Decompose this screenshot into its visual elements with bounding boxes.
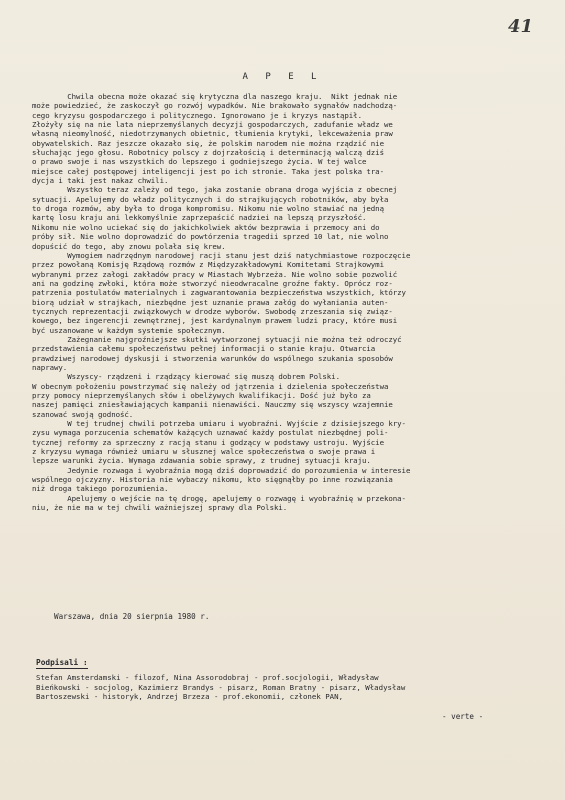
body-text-line: niż droga takiego porozumienia.	[32, 484, 169, 494]
body-text-line: to droga rozmów, aby była to droga kompromisu. Nikomu nie wolno stawiać na jedną	[32, 204, 384, 214]
body-text-line: Apelujemy o wejście na tę drogę, apelujemy o rozwagę i wyobraźnię w przekona-	[32, 493, 406, 503]
body-text-line: Nikomu nie wolno uciekać się do jakichkolwiek aktów bezprawia i przemocy ani do	[32, 222, 380, 232]
body-text-line: W obecnym położeniu powstrzymać się należy od jątrzenia i dzielenia społeczeństwa	[32, 381, 389, 391]
body-text-line: może powiedzieć, że zaskoczył go rozwój wypadków. Nie brakowało sygnałów nadchodzą-	[32, 101, 398, 111]
body-text-line: miejsce całej postępowej inteligencji jest po ich stronie. Taka jest polska tra-	[32, 166, 384, 176]
appeal-body-text	[32, 92, 532, 512]
body-text-line: o prawo swoje i nas wszystkich do lepszego i godniejszego życia. W tej walce	[32, 157, 367, 167]
body-text-line: Złożyły się na nie lata nieprzemyślanych decyzji gospodarczych, zadufanie władz we	[32, 120, 393, 130]
body-text-line: z kryzysu wymaga również umiaru w słusznej walce społeczeństwa o swoje prawa i	[32, 447, 376, 457]
body-text-line: Wszyscy- rządzeni i rządzący kierować się muszą dobrem Polski.	[32, 372, 340, 382]
body-text-line: przedstawienia całemu społeczeństwu pełnej informacji o stanie kraju. Otwarcia	[32, 344, 376, 354]
verte-note: - verte -	[442, 712, 484, 721]
body-text-line: dycja i taki jest nakaz chwili.	[32, 176, 169, 186]
body-text-line: być uszanowane w każdym systemie społecznym.	[32, 325, 226, 335]
body-text-line: W tej trudnej chwili potrzeba umiaru i wyobraźni. Wyjście z dzisiejszego kry-	[32, 419, 406, 429]
signatory-line: Bartoszewski - historyk, Andrzej Brzeza - prof.ekonomii, członek PAN,	[36, 692, 344, 702]
body-text-line: tycznych reprezentacji związkowych w drodze wyborów. Swobodę zrzeszania się związ-	[32, 306, 393, 316]
body-text-line: Zażegnanie najgroźniejsze skutki wytworzonej sytuacji nie można też odroczyć	[32, 334, 402, 344]
signatory-line: Stefan Amsterdamski - filozof, Nina Assorodobraj - prof.socjologii, Władysław	[36, 673, 379, 682]
body-text-line: Wszystko teraz zależy od tego, jaka zostanie obrana droga wyjścia z obecnej	[32, 185, 398, 195]
document-date: Warszawa, dnia 20 sierpnia 1980 r.	[54, 612, 210, 621]
body-text-line: naprawy.	[32, 362, 68, 372]
signatory-line: Bieńkowski - socjolog, Kazimierz Brandys - pisarz, Roman Bratny - pisarz, Władysław	[36, 682, 406, 692]
body-text-line: szanować swoją godność.	[32, 409, 134, 419]
document-title: A P E L	[242, 72, 323, 82]
body-text-line: naszej pamięci zniesławiających kampanii nienawiści. Nauczmy się wszyscy wzajemnie	[32, 400, 393, 410]
body-text-line: przez powołaną Komisję Rządową rozmów z Międzyzakładowymi Komitetami Strajkowymi	[32, 260, 384, 270]
signatories-heading: Podpisali :	[36, 658, 88, 667]
body-text-line: dopuścić do tego, aby znowu polała się krew.	[32, 241, 226, 251]
body-text-line: próby sił. Nie wolno doprowadzić do powtórzenia tragedii sprzed 10 lat, nie wolno	[32, 232, 389, 242]
body-text-line: kowego, bez ingerencji zewnętrznej, jest kardynalnym prawem ludzi pracy, które musi	[32, 316, 398, 326]
signatories-list	[36, 673, 536, 702]
body-text-line: cego kryzysu gospodarczego i politycznego. Ignorowano je i kryzys nastąpił.	[32, 110, 362, 120]
body-text-line: biorą udział w strajkach, niezbędne jest uznanie prawa załóg do wyłaniania auten-	[32, 297, 389, 307]
body-text-line: Jedynie rozwaga i wyobraźnia mogą dziś doprowadzić do porozumienia w interesie	[32, 465, 411, 475]
body-text-line: lepsze warunki życia. Wymaga zdawania sobie sprawy, z trudnej sytuacji kraju.	[32, 456, 371, 466]
body-text-line: własną nieomylność, niedotrzymanych obietnic, tłumienia krytyki, lekceważenia praw	[32, 129, 393, 139]
body-text-line: zysu wymaga porzucenia schematów każących uznawać każdy postulat niezbędnej poli-	[32, 428, 389, 438]
body-text-line: tycznej reformy za sprzeczny z racją stanu i godzący w podstawy ustroju. Wyjście	[32, 437, 384, 447]
handwritten-page-number: 41	[508, 16, 534, 37]
body-text-line: Wymogiem nadrzędnym narodowej racji stanu jest dziś natychmiastowe rozpoczęcie	[32, 250, 411, 260]
body-text-line: ani na godzinę zwłoki, która może stworzyć nieodwracalne groźne fakty. Oprócz roz-	[32, 278, 393, 288]
body-text-line: przy pomocy nieprzemyślanych słów i obelżywych kwalifikacji. Dość już było za	[32, 391, 371, 400]
body-text-line: obywatelskich. Raz jeszcze okazało się, że polskim narodem nie można rządzić nie	[32, 138, 384, 148]
body-text-line: wybranymi przez załogi zakładów pracy w Miastach Wybrzeża. Nie wolno sobie pozwolić	[32, 269, 398, 279]
body-text-line: prawdziwej narodowej dyskusji i stworzenia warunków do wspólnego szukania sposobów	[32, 353, 393, 363]
body-text-line: wspólnego ojczyzny. Historia nie wybaczy nikomu, kto sięgnąłby po inne rozwiązania	[32, 475, 393, 485]
body-text-line: niu, że nie ma w tej chwili ważniejszej sprawy dla Polski.	[32, 503, 288, 513]
body-text-line: sytuacji. Apelujemy do władz politycznych i do strajkujących robotników, aby była	[32, 194, 389, 204]
body-text-line: słuchając jego głosu. Robotnicy polscy z dojrzałością i determinacją walczą dziś	[32, 148, 384, 158]
body-text-line: kartę losu kraju ani lekkomyślnie zaprzepaścić nadziei na lepszą przyszłość.	[32, 213, 367, 223]
body-text-line: patrzenia postulatów materialnych i zagwarantowania bezpieczeństwa wszystkich, którzy	[32, 288, 406, 298]
body-text-line: Chwila obecna może okazać się krytyczna dla naszego kraju. Nikt jednak nie	[32, 92, 398, 101]
